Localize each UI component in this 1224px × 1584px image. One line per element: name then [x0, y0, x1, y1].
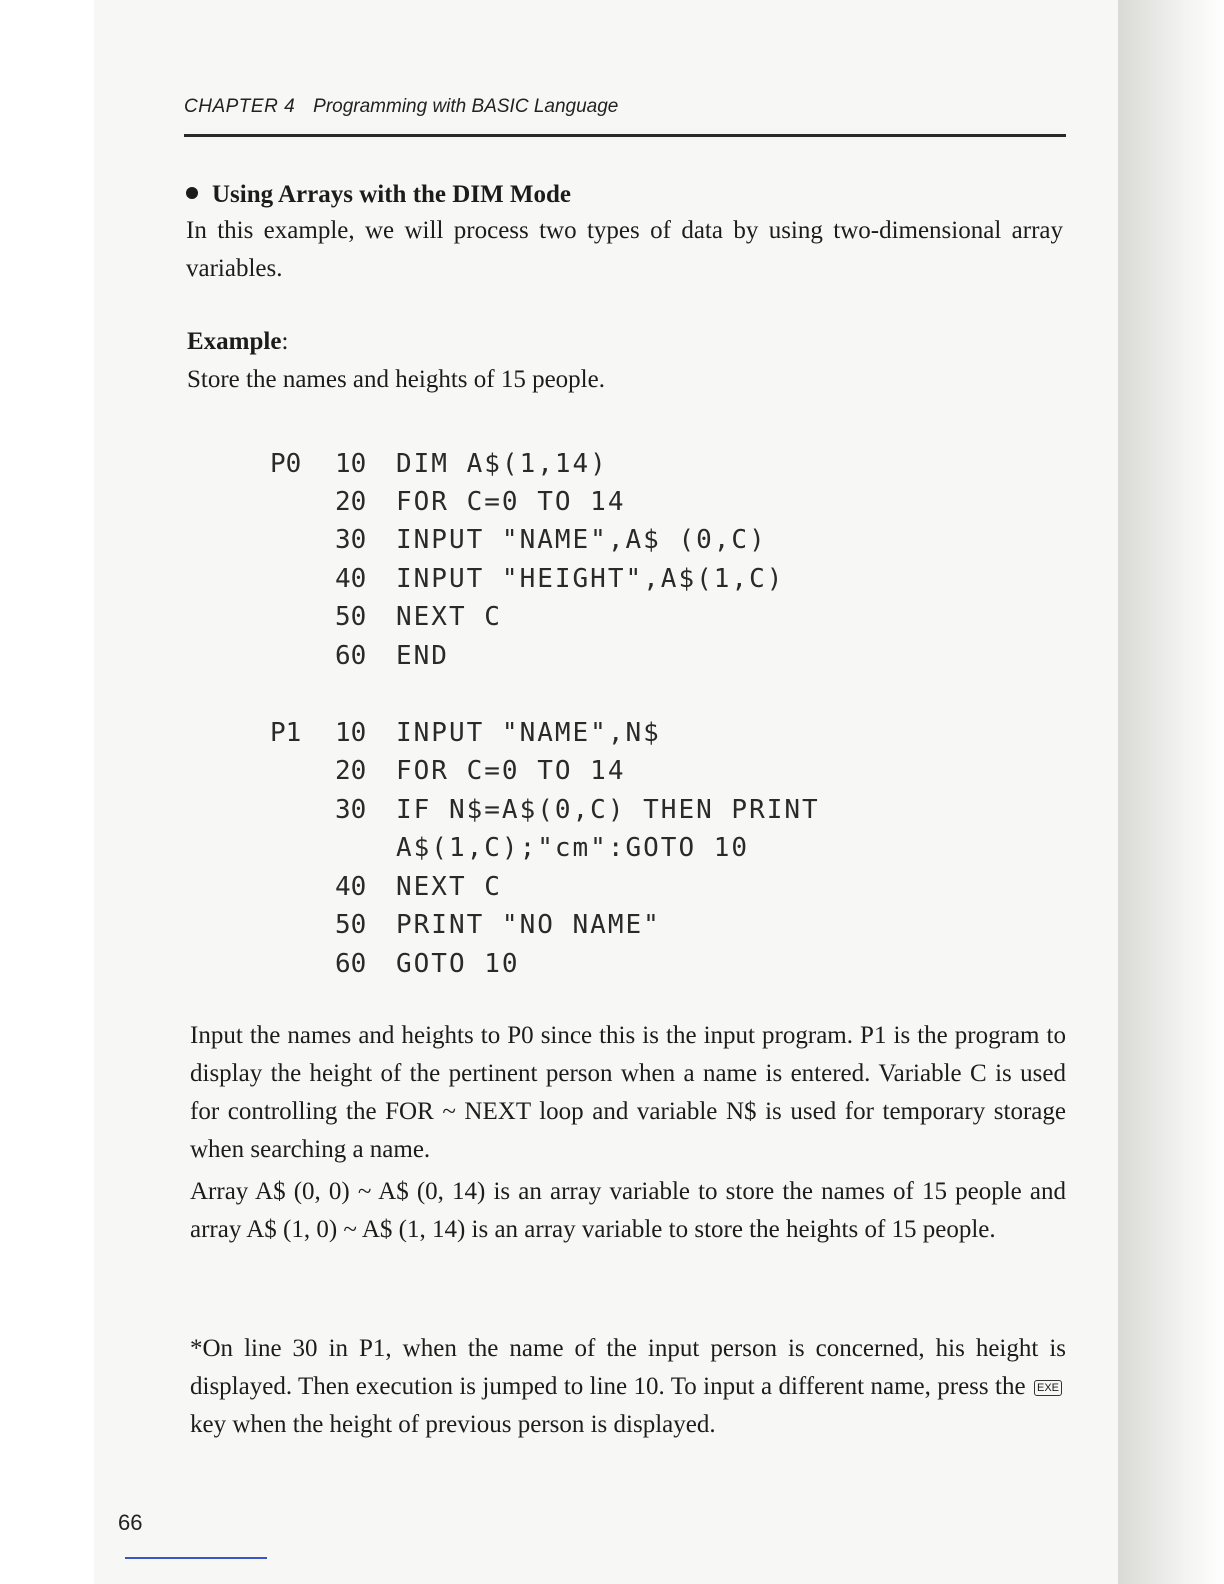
code-line-number: 30	[335, 795, 367, 825]
running-header	[184, 96, 618, 118]
example-label: Example:	[187, 328, 289, 355]
page-edge-shadow	[1118, 0, 1224, 1584]
code-line-number: 50	[335, 602, 367, 632]
example-text: Store the names and heights of 15 people.	[187, 366, 605, 393]
page-number: 66	[118, 1510, 143, 1535]
code-line: END	[396, 641, 449, 671]
footer-rule	[125, 1557, 267, 1559]
code-line-number: 20	[335, 756, 367, 786]
code-line-number: 50	[335, 910, 367, 940]
code-line-number: 20	[335, 487, 367, 517]
exe-key-icon: EXE	[1034, 1380, 1062, 1396]
footnote-paragraph	[190, 1330, 1066, 1444]
code-line-number: 10	[335, 449, 367, 479]
intro-paragraph: In this example, we will process two types of data by using two-dimensional array variables.	[186, 217, 1063, 282]
program-label: P0	[270, 449, 302, 479]
code-line-number: 60	[335, 949, 367, 979]
code-line: INPUT "HEIGHT",A$(1,C)	[396, 564, 785, 594]
chapter-title: Programming with BASIC Language	[313, 96, 619, 117]
section-heading-text: Using Arrays with the DIM Mode	[212, 181, 572, 208]
explanation-paragraph: Input the names and heights to P0 since this is the input program. P1 is the program to display the height of the pertinent person when a name is entered. Variable C is used for controlling the FOR ~ NEXT loop and variable N$ is used for temporary storage when searching a name.	[190, 1022, 1066, 1163]
code-line: DIM A$(1,14)	[396, 449, 608, 479]
header-rule	[184, 134, 1066, 137]
code-line: GOTO 10	[396, 949, 520, 979]
array-paragraph: Array A$ (0, 0) ~ A$ (0, 14) is an array variable to store the names of 15 people and array A$ (1, 0) ~ A$ (1, 14) is an array variable to store the heights of 15 people.	[190, 1178, 1066, 1243]
code-line-number: 40	[335, 872, 367, 902]
code-line: PRINT "NO NAME"	[396, 910, 661, 940]
footnote-text-end: key when the height of previous person is displayed.	[190, 1411, 716, 1438]
code-line: A$(1,C);"cm":GOTO 10	[396, 833, 750, 863]
code-line: FOR C=0 TO 14	[396, 756, 626, 786]
section-heading	[186, 181, 571, 209]
code-line: FOR C=0 TO 14	[396, 487, 626, 517]
code-line: IF N$=A$(0,C) THEN PRINT	[396, 795, 820, 825]
program-label: P1	[270, 718, 302, 748]
code-line: INPUT "NAME",A$ (0,C)	[396, 525, 767, 555]
code-line-number: 60	[335, 641, 367, 671]
chapter-label: CHAPTER 4	[184, 96, 296, 117]
footnote-text: *On line 30 in P1, when the name of the input person is concerned, his height is displayed. Then execution is jumped to line 10. To input a different name, press the	[190, 1335, 1066, 1400]
bullet-icon	[186, 187, 198, 199]
example-label-text: Example	[187, 328, 282, 355]
code-line: INPUT "NAME",N$	[396, 718, 661, 748]
code-line-number: 10	[335, 718, 367, 748]
code-line-number: 30	[335, 525, 367, 555]
code-line-number: 40	[335, 564, 367, 594]
code-line: NEXT C	[396, 872, 502, 902]
code-line: NEXT C	[396, 602, 502, 632]
